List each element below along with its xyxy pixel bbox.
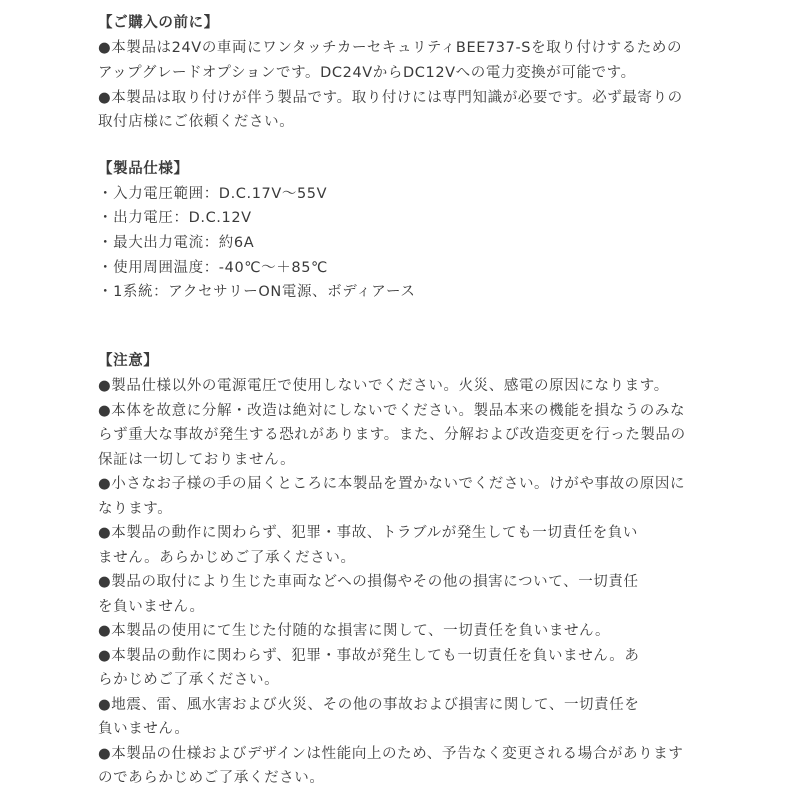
- before-purchase-line: 取付店様にご依頼ください。: [98, 114, 295, 130]
- caution-line: ●本体を故意に分解・改造は絶対にしないでください。製品本来の機能を損なうのみな: [98, 403, 686, 419]
- caution-line: 負いません。: [98, 721, 190, 737]
- before-purchase-heading: 【ご購入の前に】: [98, 15, 219, 31]
- before-purchase-line: ●本製品は24Vの車両にワンタッチカーセキュリティBEE737-Sを取り付けするための: [98, 40, 683, 56]
- spec-item: ・使用周囲温度：-40℃～＋85℃: [98, 260, 328, 276]
- caution-line: らかじめご了承ください。: [98, 672, 280, 688]
- spec-item: ・出力電圧：D.C.12V: [98, 210, 252, 226]
- caution-line: ません。あらかじめご了承ください。: [98, 550, 356, 566]
- spec-item: ・入力電圧範囲：D.C.17V～55V: [98, 186, 328, 202]
- caution-line: ●本製品の使用にて生じた付随的な損害に関して、一切責任を負いません。: [98, 623, 611, 639]
- caution-line: ●小さなお子様の手の届くところに本製品を置かないでください。けがや事故の原因に: [98, 476, 686, 492]
- caution-line: を負いません。: [98, 599, 205, 615]
- caution-line: のであらかじめご了承ください。: [98, 770, 325, 786]
- caution-line: 保証は一切しておりません。: [98, 452, 296, 468]
- before-purchase-line: ●本製品は取り付けが伴う製品です。取り付けには専門知識が必要です。必ず最寄りの: [98, 90, 683, 106]
- caution-line: らず重大な事故が発生する恐れがあります。また、分解および改造変更を行った製品の: [98, 427, 686, 443]
- spec-item: ・1系統：アクセサリーON電源、ボディアース: [98, 284, 416, 300]
- specs-heading: 【製品仕様】: [98, 161, 189, 177]
- caution-line: ●本製品の仕様およびデザインは性能向上のため、予告なく変更される場合があります: [98, 746, 684, 762]
- spec-item: ・最大出力電流：約6A: [98, 235, 255, 251]
- caution-line: ●製品仕様以外の電源電圧で使用しないでください。火災、感電の原因になります。: [98, 378, 669, 394]
- caution-line: ●地震、雷、風水害および火災、その他の事故および損害に関して、一切責任を: [98, 697, 640, 713]
- caution-line: ●本製品の動作に関わらず、犯罪・事故、トラブルが発生しても一切責任を負い: [98, 525, 639, 541]
- caution-line: ●製品の取付により生じた車両などへの損傷やその他の損害について、一切責任: [98, 574, 639, 590]
- caution-line: なります。: [98, 501, 173, 517]
- before-purchase-line: アップグレードオプションです。DC24VからDC12Vへの電力変換が可能です。: [98, 65, 636, 81]
- caution-line: ●本製品の動作に関わらず、犯罪・事故が発生しても一切責任を負いません。あ: [98, 648, 640, 664]
- cautions-heading: 【注意】: [98, 353, 159, 369]
